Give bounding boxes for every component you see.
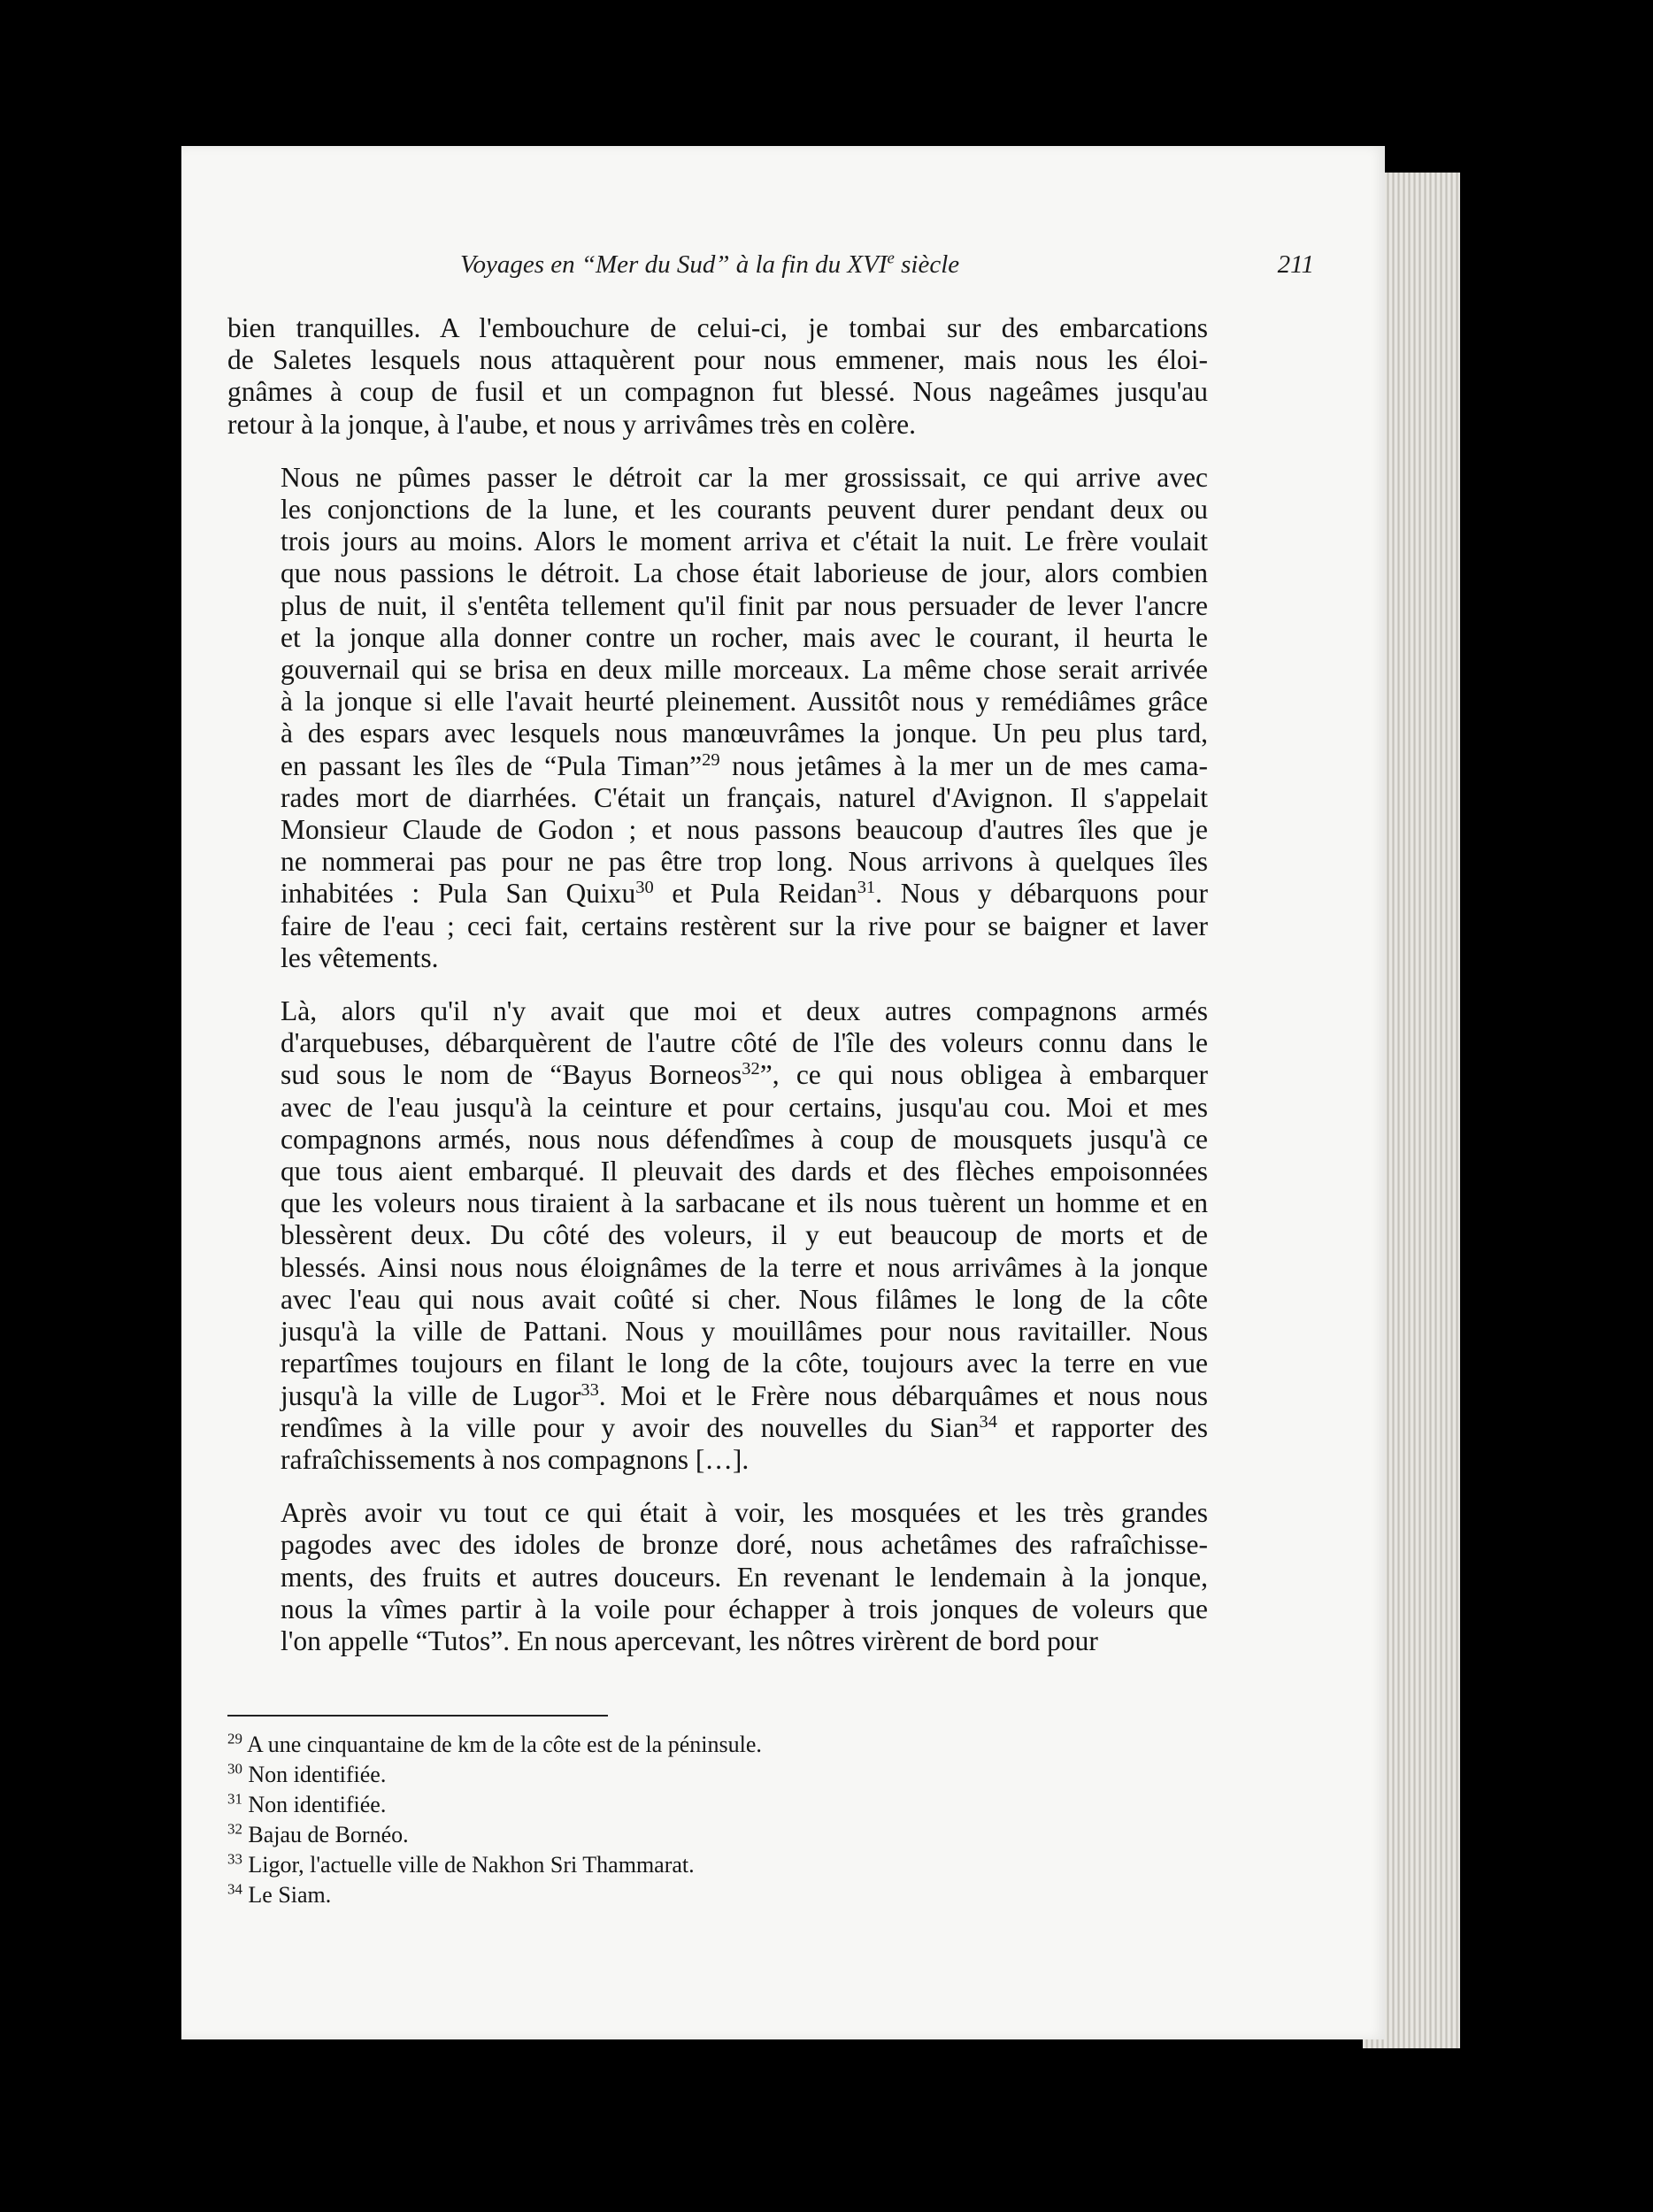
text-segment: de Saletes lesquels nous attaquèrent pour nous emmener, mais nous les éloi- [227, 344, 1208, 376]
paragraph [227, 312, 1208, 441]
text-line [227, 1092, 1208, 1124]
text-line [227, 1412, 1208, 1444]
footnote-number: 33 [227, 1850, 242, 1868]
text-line [227, 526, 1208, 557]
text-line [227, 718, 1208, 749]
footnote-number: 31 [227, 1790, 242, 1808]
footnote-ref: 34 [979, 1411, 997, 1432]
text-line [227, 376, 1208, 408]
text-line [227, 590, 1208, 622]
text-segment: rades mort de diarrhées. C'était un français, naturel d'Avignon. Il s'appelait [281, 781, 1208, 813]
text-line [227, 782, 1208, 814]
text-line [227, 1444, 1208, 1476]
text-segment: ”, ce qui nous obligea à embarquer [759, 1059, 1209, 1091]
text-segment: d'arquebuses, débarquèrent de l'autre côté de l'île des voleurs connu dans le [281, 1027, 1208, 1059]
text-segment: . Nous y débarquons pour [875, 878, 1208, 910]
footnotes [227, 1730, 1112, 1910]
text-line [227, 1156, 1208, 1187]
text-line [227, 814, 1208, 846]
running-header [230, 250, 1336, 295]
text-line [227, 1380, 1208, 1412]
text-segment: l'on appelle “Tutos”. En nous apercevant, les nôtres virèrent de bord pour [281, 1624, 1098, 1656]
text-segment: que nous passions le détroit. La chose était laborieuse de jour, alors combien [281, 557, 1208, 589]
text-line [227, 1219, 1208, 1251]
text-segment: rendîmes à la ville pour y avoir des nouvelles du Sian [281, 1411, 980, 1443]
text-line [227, 1348, 1208, 1379]
text-segment: Là, alors qu'il n'y avait que moi et deux autres compagnons armés [281, 995, 1208, 1027]
footnote [227, 1820, 1112, 1850]
footnote-ref: 29 [702, 749, 720, 770]
text-segment: nous jetâmes à la mer un de mes cama- [719, 749, 1208, 781]
text-segment: et rapporter des [996, 1411, 1209, 1443]
footnote-ref: 30 [635, 878, 654, 898]
footnote [227, 1790, 1112, 1820]
text-line [227, 1594, 1208, 1625]
footnote-separator [227, 1715, 608, 1717]
footnote-number: 29 [227, 1730, 242, 1747]
text-segment: Après avoir vu tout ce qui était à voir, les mosquées et les très grandes [281, 1497, 1208, 1529]
text-line [227, 1124, 1208, 1156]
text-line [227, 1252, 1208, 1284]
text-line [227, 494, 1208, 526]
text-segment: . Moi et le Frère nous débarquâmes et nous nous [598, 1379, 1208, 1411]
paragraph [227, 462, 1208, 974]
text-segment: et Pula Reidan [653, 878, 857, 910]
page-number: 211 [1277, 250, 1314, 279]
text-line [227, 995, 1208, 1027]
text-segment: à des espars avec lesquels nous manœuvrâmes la jonque. Un peu plus tard, [281, 718, 1208, 749]
text-segment: blessés. Ainsi nous nous éloignâmes de la terre et nous arrivâmes à la jonque [281, 1251, 1208, 1283]
text-line [227, 846, 1208, 878]
footnote-number: 30 [227, 1760, 242, 1778]
footnote-text: Non identifiée. [242, 1792, 387, 1817]
text-line [227, 1284, 1208, 1316]
footnote [227, 1760, 1112, 1790]
text-segment: blessèrent deux. Du côté des voleurs, il y eut beaucoup de morts et de [281, 1219, 1208, 1251]
text-segment: repartîmes toujours en filant le long de la côte, toujours avec la terre en vue [281, 1348, 1208, 1379]
text-line [227, 942, 1208, 974]
footnote-text: Non identifiée. [242, 1762, 387, 1787]
text-line [227, 654, 1208, 686]
text-segment: gnâmes à coup de fusil et un compagnon fut blessé. Nous nageâmes jusqu'au [227, 376, 1208, 408]
text-line [227, 462, 1208, 494]
text-segment: et la jonque alla donner contre un rocher, mais avec le courant, il heurta le [281, 621, 1208, 653]
running-title: Voyages en “Mer du Sud” à la fin du XVIe siècle [460, 249, 960, 279]
text-segment: Monsieur Claude de Godon ; et nous passons beaucoup d'autres îles que je [281, 814, 1208, 846]
text-line [227, 1027, 1208, 1059]
text-segment: compagnons armés, nous nous défendîmes à coup de mousquets jusqu'à ce [281, 1123, 1208, 1155]
footnote [227, 1880, 1112, 1910]
text-line [227, 344, 1208, 376]
text-segment: pagodes avec des idoles de bronze doré, nous achetâmes des rafraîchisse- [281, 1529, 1208, 1561]
text-segment: jusqu'à la ville de Lugor [281, 1379, 581, 1411]
text-segment: sud sous le nom de “Bayus Borneos [281, 1059, 742, 1091]
text-segment: les conjonctions de la lune, et les courants peuvent durer pendant deux ou [281, 494, 1208, 526]
body-text [227, 312, 1208, 1678]
text-line [227, 1187, 1208, 1219]
footnote [227, 1730, 1112, 1760]
text-segment: inhabitées : Pula San Quixu [281, 878, 636, 910]
text-segment: faire de l'eau ; ceci fait, certains restèrent sur la rive pour se baigner et laver [281, 910, 1208, 941]
paragraph [227, 1497, 1208, 1657]
text-segment: trois jours au moins. Alors le moment arriva et c'était la nuit. Le frère voulait [281, 526, 1208, 557]
text-segment: à la jonque si elle l'avait heurté pleinement. Aussitôt nous y remédiâmes grâce [281, 686, 1208, 718]
text-segment: les vêtements. [281, 941, 439, 973]
text-segment: plus de nuit, il s'entêta tellement qu'il finit par nous persuader de lever l'ancre [281, 589, 1208, 621]
text-segment: jusqu'à la ville de Pattani. Nous y mouillâmes pour nous ravitailler. Nous [281, 1316, 1208, 1348]
footnote-ref: 33 [580, 1379, 599, 1400]
text-segment: avec de l'eau jusqu'à la ceinture et pour certains, jusqu'au cou. Moi et mes [281, 1091, 1208, 1123]
text-line [227, 312, 1208, 344]
text-segment: que tous aient embarqué. Il pleuvait des dards et des flèches empoisonnées [281, 1156, 1208, 1187]
text-segment: rafraîchissements à nos compagnons […]. [281, 1443, 750, 1475]
text-line [227, 622, 1208, 654]
footnote-text: Le Siam. [242, 1882, 332, 1908]
text-line [227, 1059, 1208, 1091]
text-segment: que les voleurs nous tiraient à la sarbacane et ils nous tuèrent un homme et en [281, 1187, 1208, 1219]
text-line [227, 1316, 1208, 1348]
footnote-text: A une cinquantaine de km de la côte est de la péninsule. [242, 1732, 762, 1757]
text-segment: nous la vîmes partir à la voile pour échapper à trois jonques de voleurs que [281, 1593, 1208, 1624]
text-segment: gouvernail qui se brisa en deux mille morceaux. La même chose serait arrivée [281, 654, 1208, 686]
footnote-text: Ligor, l'actuelle ville de Nakhon Sri Thammarat. [242, 1852, 695, 1878]
footnote [227, 1850, 1112, 1880]
text-line [227, 686, 1208, 718]
text-segment: bien tranquilles. A l'embouchure de celui-ci, je tombai sur des embarcations [227, 312, 1208, 343]
book-page [181, 146, 1385, 2039]
text-segment: avec l'eau qui nous avait coûté si cher. Nous filâmes le long de la côte [281, 1283, 1208, 1315]
text-line [227, 878, 1208, 910]
paragraph [227, 995, 1208, 1476]
footnote-ref: 31 [857, 878, 876, 898]
footnote-ref: 32 [742, 1059, 760, 1079]
footnote-number: 34 [227, 1880, 242, 1898]
footnote-text: Bajau de Bornéo. [242, 1822, 409, 1847]
text-segment: retour à la jonque, à l'aube, et nous y arrivâmes très en colère. [227, 408, 916, 440]
text-line [227, 910, 1208, 942]
text-line [227, 409, 1208, 441]
text-segment: ne nommerai pas pour ne pas être trop long. Nous arrivons à quelques îles [281, 846, 1208, 878]
text-segment: ments, des fruits et autres douceurs. En revenant le lendemain à la jonque, [281, 1561, 1208, 1593]
text-line [227, 1529, 1208, 1561]
text-segment: en passant les îles de “Pula Timan” [281, 749, 703, 781]
text-line [227, 1625, 1208, 1657]
text-line [227, 1562, 1208, 1594]
text-line [227, 750, 1208, 782]
text-segment: Nous ne pûmes passer le détroit car la mer grossissait, ce qui arrive avec [281, 461, 1208, 493]
text-line [227, 1497, 1208, 1529]
footnote-number: 32 [227, 1820, 242, 1838]
text-line [227, 557, 1208, 589]
